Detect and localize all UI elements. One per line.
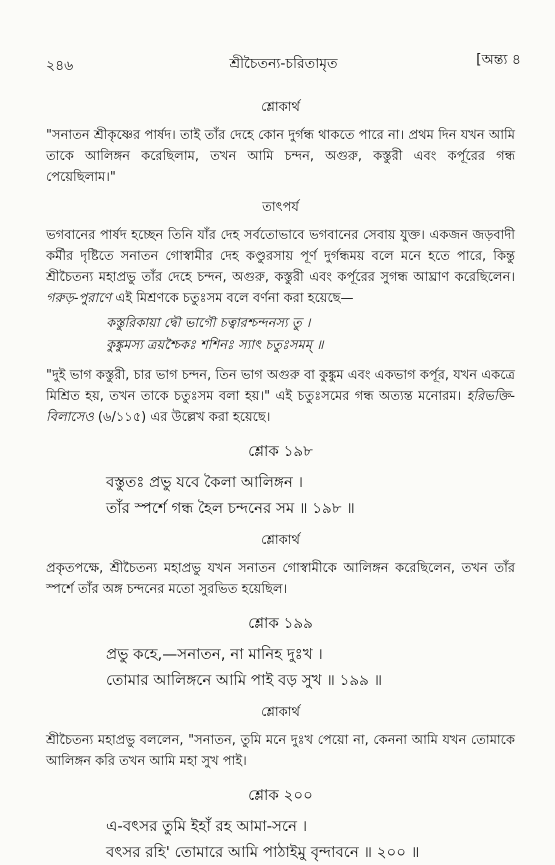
translation-heading: শ্লোকার্থ bbox=[261, 705, 300, 720]
purport-heading: তাৎপর্য bbox=[262, 200, 299, 215]
text-line: দিন যখন আমি তাকে আলিঙ্গন করেছিলাম, তখন আমি চন্দন, অগুরু, কস্তুরী এবং bbox=[46, 128, 515, 164]
verse-line: তোমার আলিঙ্গনে আমি পাই বড় সুখ ॥ ১৯৯ ॥ bbox=[106, 671, 383, 689]
purport-paragraph bbox=[46, 225, 515, 309]
translation-paragraph bbox=[46, 730, 515, 772]
scripture-citation: হরিভক্তি-বিলাসেও bbox=[46, 389, 515, 425]
text-line: মনোরম। bbox=[418, 389, 467, 404]
verse-199 bbox=[106, 641, 515, 693]
text-line: ভগবানের পার্ষদ হচ্ছেন তিনি যাঁর দেহ সর্বতোভাবে ভগবানের সেবায় যুক্ত। একজন bbox=[46, 228, 468, 243]
scripture-citation: গরুড়-পুরাণে bbox=[46, 291, 112, 306]
translation-heading: শ্লোকার্থ bbox=[261, 533, 300, 548]
verse-heading-200: শ্লোক ২০০ bbox=[248, 786, 313, 804]
verse-heading-199: শ্লোক ১৯৯ bbox=[248, 614, 313, 632]
text-line: (৬/১১৫) এর উল্লেখ করা হয়েছে। bbox=[93, 410, 271, 425]
translation-paragraph bbox=[46, 558, 515, 600]
verse-heading-198: শ্লোক ১৯৮ bbox=[248, 442, 313, 460]
text-line: তাঁর স্পর্শে তাঁর অঙ্গ চন্দনের মতো সুরভিত হয়েছিল। bbox=[46, 561, 515, 597]
translation-heading: শ্লোকার্থ bbox=[261, 100, 300, 115]
page-number: ২৪৬ bbox=[46, 58, 74, 74]
text-line: যখন একত্রে মিশ্রিত হয়, তখন তাকে চতুঃসম বলা হয়।" এই চতুঃসমের গন্ধ অত্যন্ত bbox=[46, 368, 515, 404]
verse-line: প্রভু কহে,—সনাতন, না মানিহ দুঃখ । bbox=[106, 645, 323, 663]
verse-line: বৎসর রহি' তোমারে আমি পাঠাইমু বৃন্দাবনে ॥ ২০০ ॥ bbox=[106, 843, 420, 861]
page-body bbox=[46, 88, 515, 865]
book-title: শ্রীচৈতন্য-চরিতামৃত bbox=[229, 56, 338, 72]
text-line: কর্পূরের গন্ধ পেয়েছিলাম।" bbox=[46, 149, 515, 185]
sanskrit-sloka bbox=[106, 313, 515, 357]
verse-line: বস্তুতঃ প্রভু যবে কৈলা আলিঙ্গন । bbox=[106, 473, 303, 491]
text-line: "দুই ভাগ কস্তুরী, চার ভাগ চন্দন, তিন ভাগ অগুরু বা কুঙ্কুম এবং একভাগ কর্পূর, bbox=[46, 368, 450, 383]
verse-line: এ-বৎসর তুমি ইহাঁ রহ আমা-সনে । bbox=[106, 817, 308, 835]
text-line: "সনাতন শ্রীকৃষ্ণের পার্ষদ। তাই তাঁর দেহে কোন দুর্গন্ধ থাকতে পারে না। প্রথম bbox=[46, 128, 434, 143]
translation-paragraph bbox=[46, 125, 515, 188]
text-line: শ্রীচৈতন্য মহাপ্রভু বললেন, "সনাতন, তুমি মনে দুঃখ পেয়ো না, কেননা আমি যখন bbox=[46, 733, 467, 748]
text-line: জড়বাদী কর্মীর দৃষ্টিতে সনাতন গোস্বামীর দেহ কণ্ডুরসায় পূর্ণ দুর্গন্ধময় বলে মনে হতে bbox=[46, 228, 515, 264]
purport-paragraph-2 bbox=[46, 365, 515, 428]
verse-198 bbox=[106, 469, 515, 521]
verse-line: তাঁর স্পর্শে গন্ধ হৈল চন্দনের সম ॥ ১৯৮ ॥ bbox=[106, 499, 355, 517]
verse-200 bbox=[106, 813, 515, 865]
running-header bbox=[46, 48, 521, 74]
text-line: পারে, কিন্তু শ্রীচৈতন্য মহাপ্রভু তাঁর দেহে চন্দন, অগুরু, কস্তুরী এবং কর্পূরের সুগন্ধ bbox=[46, 249, 515, 285]
text-line: আঘ্রাণ করেছিলেন। bbox=[413, 270, 515, 285]
text-line: তোমাকে আলিঙ্গন করি তখন আমি মহা সুখ পাই। bbox=[46, 733, 515, 769]
text-line: এই মিশ্রণকে চতুঃসম বলে বর্ণনা করা হয়েছে— bbox=[111, 291, 354, 306]
text-line: প্রকৃতপক্ষে, শ্রীচৈতন্য মহাপ্রভু যখন সনাতন গোস্বামীকে আলিঙ্গন করেছিলেন, তখন bbox=[46, 561, 488, 576]
sloka-line: কস্তুরিকায়া দ্বৌ ভাগৌ চত্বারশ্চন্দনস্য তু । bbox=[106, 316, 311, 331]
chapter-marker: [অন্ত্য ৪ bbox=[476, 52, 521, 68]
sloka-line: কুঙ্কুমস্য ত্রয়শ্চৈকঃ শশিনঃ স্যাৎ চতুঃসমম্ ॥ bbox=[106, 338, 324, 353]
